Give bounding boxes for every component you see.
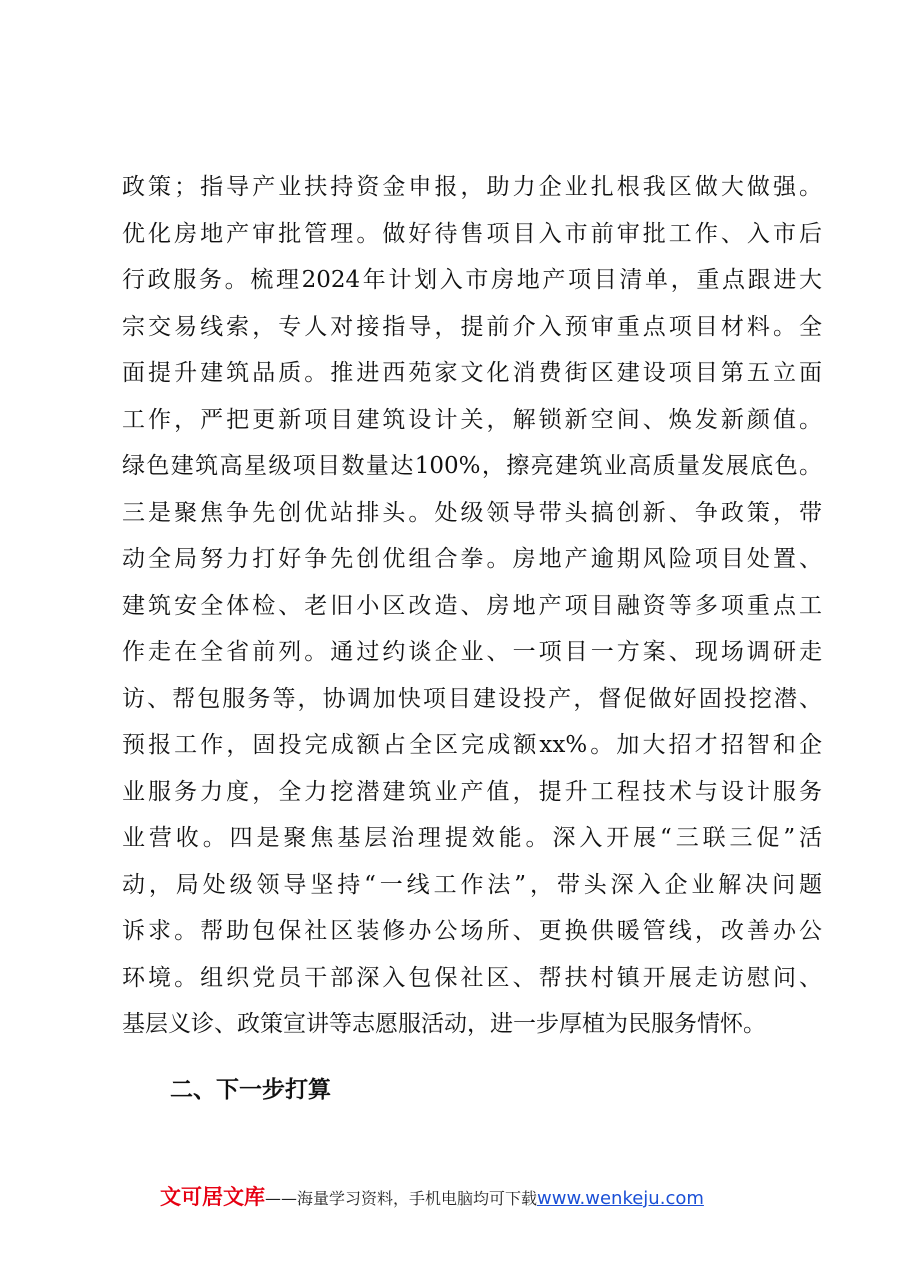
text-line: 建筑安全体检、老旧小区改造、房地产项目融资等多项重点工: [122, 592, 822, 619]
text-line: 诉求。帮助包保社区装修办公场所、更换供暖管线，改善办公: [122, 918, 822, 944]
text-line: 行政服务。梳理2024年计划入市房地产项目清单，重点跟进大: [122, 267, 822, 293]
text-line: 面提升建筑品质。推进西苑家文化消费街区建设项目第五立面: [122, 360, 822, 386]
section-heading: 二、下一步打算: [170, 1077, 331, 1103]
text-line: 动全局努力打好争先创优组合拳。房地产逾期风险项目处置、: [122, 546, 822, 572]
text-line: 业服务力度，全力挖潜建筑业产值，提升工程技术与设计服务: [122, 778, 822, 805]
text-line: 环境。组织党员干部深入包保社区、帮扶村镇开展走访慰问、: [122, 964, 822, 991]
footer-brand: 文可居文库: [160, 1185, 265, 1209]
text-line: 政策；指导产业扶持资金申报，助力企业扎根我区做大做强。: [122, 174, 822, 200]
text-line: 动，局处级领导坚持“一线工作法”，带头深入企业解决问题: [122, 871, 822, 898]
body-paragraph: [122, 164, 822, 1048]
text-line: 绿色建筑高星级项目数量达100%，擦亮建筑业高质量发展底色。: [122, 453, 822, 479]
text-line: 业营收。四是聚焦基层治理提效能。深入开展“三联三促”活: [122, 825, 822, 851]
text-line: 优化房地产审批管理。做好待售项目入市前审批工作、入市后: [122, 220, 822, 247]
text-line: 工作，严把更新项目建筑设计关，解锁新空间、焕发新颜值。: [122, 406, 822, 433]
text-line: 访、帮包服务等，协调加快项目建设投产，督促做好固投挖潜、: [122, 685, 822, 712]
footer-banner: [160, 1180, 704, 1214]
text-line: 宗交易线索，专人对接指导，提前介入预审重点项目材料。全: [122, 313, 822, 340]
text-line: 基层义诊、政策宣讲等志愿服活动，进一步厚植为民服务情怀。: [122, 1011, 766, 1037]
footer-site-link[interactable]: www.wenkeju.com: [537, 1188, 704, 1209]
text-line: 预报工作，固投完成额占全区完成额xx%。加大招才招智和企: [122, 732, 822, 758]
text-line: 作走在全省前列。通过约谈企业、一项目一方案、现场调研走: [122, 639, 822, 665]
footer-tagline: ——海量学习资料，手机电脑均可下载: [265, 1189, 538, 1208]
text-line: 三是聚焦争先创优站排头。处级领导带头搞创新、争政策，带: [122, 499, 822, 526]
